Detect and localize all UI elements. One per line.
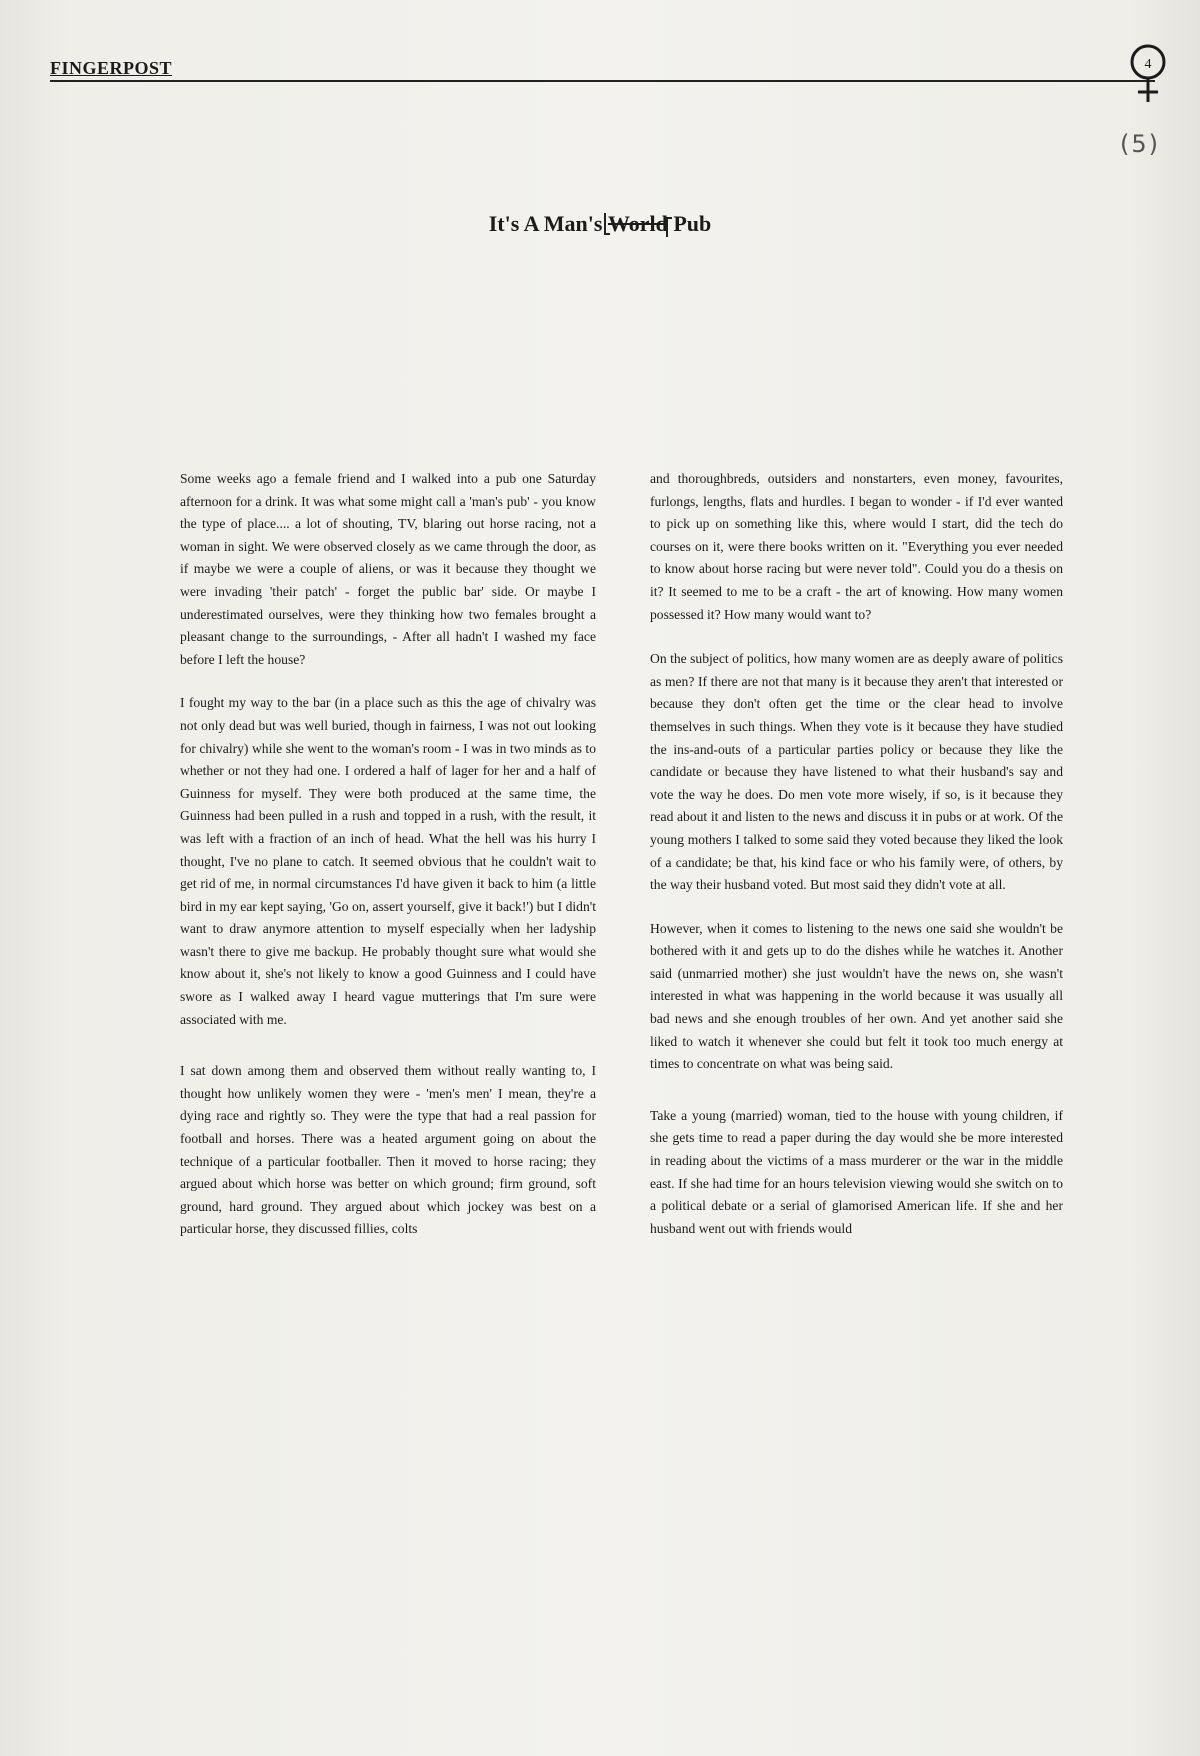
handwritten-page-number: (5): [1120, 130, 1160, 158]
title-end: Pub: [673, 210, 712, 236]
header-rule: [50, 80, 1155, 82]
paragraph: I sat down among them and observed them without really wanting to, I thought how unlikely women they were - 'men's men' I mean, they're a dying race and rightly so. They were the type that had a real passion for football and horses. There was a heated argument going on about the technique of a particular footballer. Then it moved to horse racing; they argued about which horse was better on which ground; firm ground, soft ground, hard ground. They argued about which jockey was best on a particular horse, they discussed fillies, colts: [180, 1063, 596, 1237]
paragraph: and thoroughbreds, outsiders and nonstarters, even money, favourites, furlongs, lengths, flats and hurdles. I began to wonder - if I'd ever wanted to pick up on something like this, where would I start, did the tech do courses on it, were there books written on it. "Everything you ever needed to know about horse racing but were never told". Could you do a thesis on it? It seemed to me to be a craft - the art of knowing. How many women possessed it? How many would want to?: [650, 471, 1063, 622]
paragraph: However, when it comes to listening to the news one said she wouldn't be bothered with it and gets up to do the dishes while he watches it. Another said (unmarried mother) she just wouldn't have the news on, she wasn't interested in what was happening in the world because it was usually all bad news and she enough troubles of her own. And yet another said she liked to watch it whenever she could but felt it took too much energy at times to concentrate on what was being said.: [650, 920, 1063, 1072]
title-start: It's A Man's: [488, 210, 603, 236]
svg-text:4: 4: [1144, 57, 1152, 72]
right-column: [650, 468, 1063, 1240]
left-column: [180, 468, 596, 1241]
struck-out-word: World: [607, 210, 668, 236]
paragraph: Take a young (married) woman, tied to the house with young children, if she gets time to read a paper during the day would she be more interested in reading about the victims of a mass murderer or the war in the middle east. If she had time for an hours television viewing would she switch on to a political debate or a serial of glamorised American life. If she and her husband went out with friends would: [650, 1107, 1063, 1236]
female-symbol-icon: [1120, 38, 1180, 118]
paragraph: On the subject of politics, how many women are as deeply aware of politics as men? If there are not that many is it because they aren't that interested or because they don't often get the time or the clear head to involve themselves in such things. When they vote is it because they have studied the ins-and-outs of a particular parties policy or because they like the candidate or because they have listened to what their husband's say and vote the way he does. Do men vote more wisely, if so, is it because they read about it and listen to the news and discuss it in pubs or at work. Of the young mothers I talked to some said they voted because they liked the look of a candidate; be that, his kind face or who his family were, of others, by the way their husband voted. But most said they didn't vote at all.: [650, 651, 1063, 893]
publication-name: FINGERPOST: [50, 58, 173, 78]
article-title: [300, 211, 900, 237]
paragraph: I fought my way to the bar (in a place such as this the age of chivalry was not only dead but was well buried, though in fairness, I was not out looking for chivalry) while she went to the woman's room - I was in two minds as to whether or not they had one. I ordered a half of lager for her and a half of Guinness for myself. They were both produced at the same time, the Guinness had been pulled in a rush and topped in a rush, with the result, it was left with a fraction of an inch of head. What the hell was his hurry I thought, I've no plane to catch. It seemed obvious that he couldn't wait to get rid of me, in normal circumstances I'd have given it back to him (a little bird in my ear kept saying, 'Go on, assert yourself, give it back!') but I didn't want to draw anymore attention to myself especially when her ladyship wasn't there to give me backup. He probably thought sure what would she know about it, she's not likely to know a good Guinness and I could have swore as I walked away I heard vague mutterings that I'm sure were associated with me.: [180, 695, 596, 1027]
paragraph: Some weeks ago a female friend and I walked into a pub one Saturday afternoon for a drink. It was what some might call a 'man's pub' - you know the type of place.... a lot of shouting, TV, blaring out horse racing, not a woman in sight. We were observed closely as we came through the door, as if maybe we were a couple of aliens, or was it because they thought we were invading 'their patch' - forget the public bar' side. Or maybe I underestimated ourselves, were they thinking how two females brought a pleasant change to the surroundings, - After all hadn't I washed my face before I left the house?: [180, 471, 596, 667]
